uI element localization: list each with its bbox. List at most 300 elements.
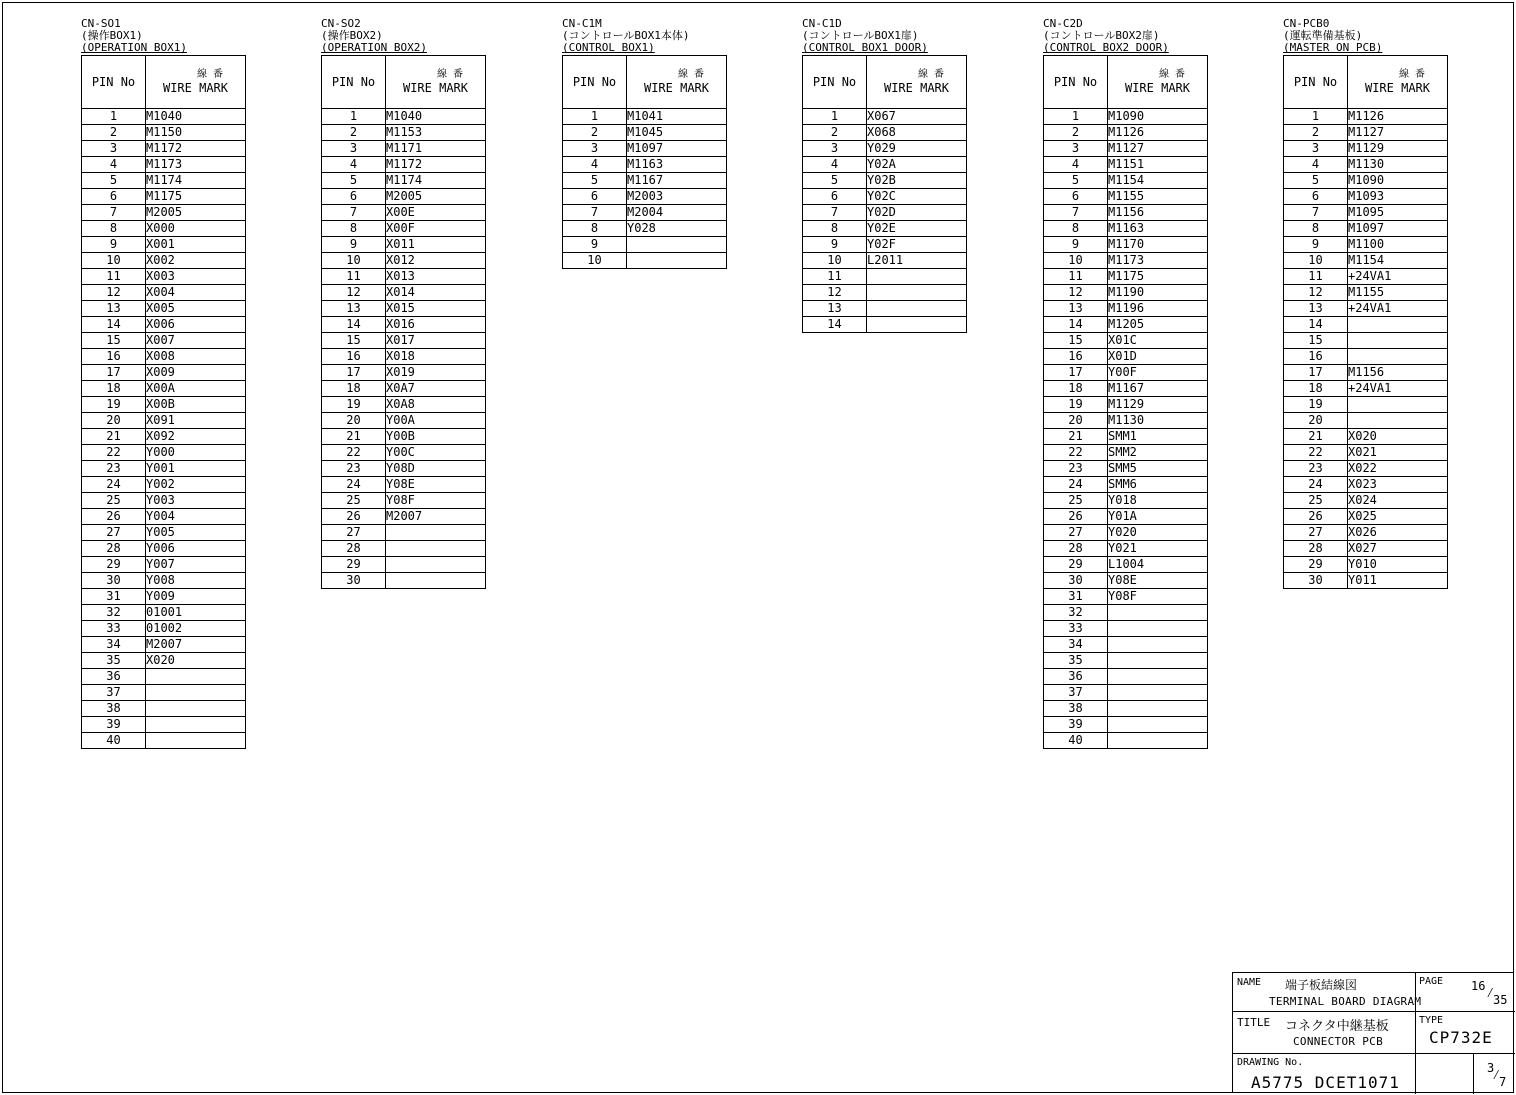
table-row [803, 125, 967, 141]
table-row [1044, 493, 1208, 509]
pin-number: 5 [563, 173, 627, 189]
wire-mark: M2007 [146, 637, 246, 653]
table-row [82, 477, 246, 493]
pin-number: 18 [1044, 381, 1108, 397]
connector-id: CN-C1D [802, 17, 842, 30]
pin-number: 24 [1044, 477, 1108, 493]
pin-number: 23 [1284, 461, 1348, 477]
wire-mark: X068 [867, 125, 967, 141]
pin-number: 37 [1044, 685, 1108, 701]
table-row [322, 157, 486, 173]
table-row [1044, 637, 1208, 653]
pin-table [321, 55, 486, 589]
table-row [563, 221, 727, 237]
wire-mark: X003 [146, 269, 246, 285]
table-row [1044, 285, 1208, 301]
wire-mark [1108, 621, 1208, 637]
wire-mark: M1130 [1348, 157, 1448, 173]
table-row [563, 141, 727, 157]
pin-number: 6 [1284, 189, 1348, 205]
pin-number: 14 [1044, 317, 1108, 333]
wire-mark: M1097 [627, 141, 727, 157]
wire-mark: 01002 [146, 621, 246, 637]
pin-number: 16 [1284, 349, 1348, 365]
wire-mark: M1129 [1108, 397, 1208, 413]
wire-mark: M1154 [1108, 173, 1208, 189]
table-row [322, 237, 486, 253]
wire-mark: Y009 [146, 589, 246, 605]
pin-number: 1 [1284, 109, 1348, 125]
pin-number: 23 [1044, 461, 1108, 477]
table-row [82, 557, 246, 573]
title-en: CONNECTOR PCB [1293, 1035, 1383, 1048]
pin-number: 13 [803, 301, 867, 317]
connector-id: CN-C2D [1043, 17, 1083, 30]
wire-mark-jp: 線 番 [196, 69, 223, 80]
pin-number: 20 [1284, 413, 1348, 429]
table-row [82, 621, 246, 637]
table-row [563, 125, 727, 141]
wire-mark: Y00A [386, 413, 486, 429]
connector-cn-so2 [321, 18, 486, 589]
pin-number: 12 [1284, 285, 1348, 301]
pin-number: 35 [82, 653, 146, 669]
table-row [1284, 301, 1448, 317]
table-row [1044, 653, 1208, 669]
wire-mark: M1154 [1348, 253, 1448, 269]
pin-number: 10 [803, 253, 867, 269]
pin-number: 7 [1284, 205, 1348, 221]
pin-table [802, 55, 967, 333]
connector-en-name: (OPERATION BOX2) [321, 41, 427, 54]
table-row [82, 173, 246, 189]
wire-mark [146, 669, 246, 685]
connector-header [1043, 18, 1208, 54]
pin-number: 12 [803, 285, 867, 301]
table-row [1044, 573, 1208, 589]
table-row [1284, 509, 1448, 525]
pin-number: 16 [1044, 349, 1108, 365]
pin-number: 6 [82, 189, 146, 205]
wire-mark: M2004 [627, 205, 727, 221]
pin-table [1043, 55, 1208, 749]
pin-number: 8 [563, 221, 627, 237]
table-row [322, 333, 486, 349]
wire-mark: M1172 [146, 141, 246, 157]
wire-mark: Y018 [1108, 493, 1208, 509]
wire-mark: Y004 [146, 509, 246, 525]
pin-number: 11 [1044, 269, 1108, 285]
table-row [1044, 221, 1208, 237]
table-row [82, 125, 246, 141]
wire-mark [146, 717, 246, 733]
table-row [1284, 237, 1448, 253]
connector-cn-pcb0 [1283, 18, 1448, 589]
pin-number: 6 [563, 189, 627, 205]
pin-number: 2 [1284, 125, 1348, 141]
wire-mark-header [627, 56, 727, 109]
pin-number: 27 [1284, 525, 1348, 541]
wire-mark: M1090 [1348, 173, 1448, 189]
wire-mark: Y08F [386, 493, 486, 509]
table-row [322, 557, 486, 573]
wire-mark [867, 269, 967, 285]
page-slash: ⁄ [1486, 985, 1495, 1001]
wire-mark: M1155 [1348, 285, 1448, 301]
table-row [1284, 541, 1448, 557]
table-row [563, 109, 727, 125]
table-row [322, 189, 486, 205]
table-row [1044, 429, 1208, 445]
pin-number: 34 [1044, 637, 1108, 653]
table-row [1044, 157, 1208, 173]
wire-mark [627, 237, 727, 253]
table-row [82, 381, 246, 397]
wire-mark: Y08E [1108, 573, 1208, 589]
wire-mark: Y08D [386, 461, 486, 477]
table-row [803, 253, 967, 269]
wire-mark-header [146, 56, 246, 109]
pin-number: 1 [563, 109, 627, 125]
wire-mark-jp: 線 番 [917, 69, 944, 80]
table-row [82, 653, 246, 669]
title-block [1232, 972, 1514, 1093]
wire-mark: Y02C [867, 189, 967, 205]
pin-number: 39 [82, 717, 146, 733]
pin-number: 31 [82, 589, 146, 605]
wire-mark: SMM6 [1108, 477, 1208, 493]
table-row [1044, 173, 1208, 189]
name-en: TERMINAL BOARD DIAGRAM [1269, 995, 1422, 1008]
pin-number: 21 [82, 429, 146, 445]
type-label: TYPE [1419, 1015, 1444, 1026]
wire-mark: X021 [1348, 445, 1448, 461]
connector-jp-name: (運転準備基板) [1283, 29, 1363, 42]
connector-jp-name: (操作BOX1) [81, 29, 143, 42]
pin-number: 25 [322, 493, 386, 509]
tb-hline-1 [1233, 1011, 1515, 1012]
table-row [82, 525, 246, 541]
pin-number: 32 [1044, 605, 1108, 621]
wire-mark: Y010 [1348, 557, 1448, 573]
pin-number: 16 [82, 349, 146, 365]
pin-number: 13 [1044, 301, 1108, 317]
table-row [1044, 445, 1208, 461]
wire-mark: X01D [1108, 349, 1208, 365]
table-row [82, 717, 246, 733]
wire-mark: SMM5 [1108, 461, 1208, 477]
wire-mark-header [1108, 56, 1208, 109]
table-row [322, 397, 486, 413]
pin-number: 4 [563, 157, 627, 173]
pin-number: 9 [82, 237, 146, 253]
wire-mark: X002 [146, 253, 246, 269]
wire-mark: X025 [1348, 509, 1448, 525]
table-row [82, 701, 246, 717]
wire-mark [1348, 413, 1448, 429]
table-row [1044, 349, 1208, 365]
pin-number: 17 [82, 365, 146, 381]
table-row [82, 365, 246, 381]
wire-mark: X006 [146, 317, 246, 333]
type-value: CP732E [1429, 1028, 1493, 1047]
wire-mark-jp: 線 番 [677, 69, 704, 80]
wire-mark: M1167 [1108, 381, 1208, 397]
table-row [1284, 205, 1448, 221]
wire-mark [1108, 733, 1208, 749]
pin-number: 14 [82, 317, 146, 333]
table-row [82, 589, 246, 605]
wire-mark [1108, 637, 1208, 653]
table-row [1044, 509, 1208, 525]
connector-id: CN-SO2 [321, 17, 361, 30]
table-row [322, 125, 486, 141]
table-row [563, 253, 727, 269]
connector-jp-name: (コントロールBOX2扉) [1043, 29, 1160, 42]
table-row [1284, 525, 1448, 541]
wire-mark: X020 [1348, 429, 1448, 445]
pin-number: 25 [82, 493, 146, 509]
wire-mark-jp: 線 番 [1158, 69, 1185, 80]
pin-number: 9 [1044, 237, 1108, 253]
wire-mark: X027 [1348, 541, 1448, 557]
pin-number: 22 [1044, 445, 1108, 461]
wire-mark [1108, 717, 1208, 733]
wire-mark [1108, 669, 1208, 685]
table-row [1044, 269, 1208, 285]
connector-en-name: (CONTROL BOX1 DOOR) [802, 41, 928, 54]
pin-number: 35 [1044, 653, 1108, 669]
connector-header [1283, 18, 1448, 54]
connector-en-name: (CONTROL BOX1) [562, 41, 655, 54]
pin-number: 27 [82, 525, 146, 541]
name-jp: 端子板結線図 [1285, 978, 1358, 992]
table-row [1284, 477, 1448, 493]
wire-mark: Y021 [1108, 541, 1208, 557]
table-row [322, 429, 486, 445]
table-row [1284, 317, 1448, 333]
pin-number: 30 [82, 573, 146, 589]
pin-no-header: PIN No [1284, 56, 1348, 109]
wire-mark: Y02B [867, 173, 967, 189]
connector-id: CN-PCB0 [1283, 17, 1330, 30]
pin-number: 24 [322, 477, 386, 493]
wire-mark: Y003 [146, 493, 246, 509]
table-row [563, 173, 727, 189]
connector-jp-name: (コントロールBOX1本体) [562, 29, 690, 42]
table-row [82, 333, 246, 349]
wire-mark-en: WIRE MARK [643, 81, 710, 95]
table-row [1044, 461, 1208, 477]
table-row [322, 205, 486, 221]
table-row [82, 237, 246, 253]
wire-mark: X00B [146, 397, 246, 413]
pin-number: 23 [82, 461, 146, 477]
pin-number: 3 [1044, 141, 1108, 157]
pin-number: 20 [322, 413, 386, 429]
wire-mark: 01001 [146, 605, 246, 621]
table-row [322, 461, 486, 477]
wire-mark: M1045 [627, 125, 727, 141]
pin-number: 3 [322, 141, 386, 157]
pin-number: 3 [1284, 141, 1348, 157]
wire-mark: M1163 [1108, 221, 1208, 237]
pin-number: 3 [82, 141, 146, 157]
wire-mark [1108, 653, 1208, 669]
wire-mark: X015 [386, 301, 486, 317]
connector-cn-c1m [562, 18, 727, 269]
wire-mark: Y02D [867, 205, 967, 221]
connector-header [321, 18, 486, 54]
table-row [1044, 317, 1208, 333]
wire-mark-en: WIRE MARK [162, 81, 229, 95]
pin-number: 31 [1044, 589, 1108, 605]
pin-number: 25 [1284, 493, 1348, 509]
table-row [322, 285, 486, 301]
table-row [563, 237, 727, 253]
table-row [803, 221, 967, 237]
table-row [82, 189, 246, 205]
table-row [322, 173, 486, 189]
table-row [1284, 125, 1448, 141]
wire-mark-jp: 線 番 [1398, 69, 1425, 80]
pin-table-header [82, 56, 246, 109]
pin-number: 26 [1044, 509, 1108, 525]
table-row [803, 189, 967, 205]
pin-number: 19 [82, 397, 146, 413]
pin-number: 13 [82, 301, 146, 317]
table-row [803, 205, 967, 221]
title-jp: コネクタ中継基板 [1285, 1019, 1389, 1034]
wire-mark: M1167 [627, 173, 727, 189]
connector-en-name: (MASTER ON PCB) [1283, 41, 1383, 54]
wire-mark: +24VA1 [1348, 301, 1448, 317]
pin-number: 20 [1044, 413, 1108, 429]
table-row [82, 397, 246, 413]
wire-mark: M1156 [1348, 365, 1448, 381]
wire-mark: M1156 [1108, 205, 1208, 221]
table-row [1284, 141, 1448, 157]
pin-number: 27 [322, 525, 386, 541]
table-row [322, 301, 486, 317]
wire-mark [1348, 333, 1448, 349]
wire-mark: +24VA1 [1348, 381, 1448, 397]
pin-number: 36 [1044, 669, 1108, 685]
wire-mark: Y029 [867, 141, 967, 157]
wire-mark: X013 [386, 269, 486, 285]
table-row [1044, 701, 1208, 717]
table-row [1044, 381, 1208, 397]
wire-mark: X092 [146, 429, 246, 445]
drawing-label: DRAWING No. [1237, 1057, 1304, 1068]
table-row [1044, 685, 1208, 701]
pin-number: 19 [1044, 397, 1108, 413]
wire-mark: M1095 [1348, 205, 1448, 221]
pin-table-header [1044, 56, 1208, 109]
pin-number: 4 [1044, 157, 1108, 173]
pin-number: 10 [82, 253, 146, 269]
pin-number: 26 [82, 509, 146, 525]
wire-mark: Y001 [146, 461, 246, 477]
table-row [803, 109, 967, 125]
table-row [322, 269, 486, 285]
wire-mark: X023 [1348, 477, 1448, 493]
wire-mark-en: WIRE MARK [883, 81, 950, 95]
wire-mark: Y000 [146, 445, 246, 461]
wire-mark: X022 [1348, 461, 1448, 477]
table-row [82, 605, 246, 621]
wire-mark: M1170 [1108, 237, 1208, 253]
wire-mark: X000 [146, 221, 246, 237]
pin-number: 21 [322, 429, 386, 445]
pin-number: 6 [803, 189, 867, 205]
wire-mark [146, 733, 246, 749]
table-row [82, 349, 246, 365]
wire-mark [1108, 701, 1208, 717]
wire-mark: Y002 [146, 477, 246, 493]
pin-table-header [803, 56, 967, 109]
pin-number: 15 [82, 333, 146, 349]
wire-mark: M1040 [146, 109, 246, 125]
pin-number: 1 [1044, 109, 1108, 125]
table-row [322, 525, 486, 541]
pin-number: 17 [1284, 365, 1348, 381]
wire-mark: X067 [867, 109, 967, 125]
connector-en-name: (OPERATION BOX1) [81, 41, 187, 54]
wire-mark: Y08E [386, 477, 486, 493]
sheet-total: 7 [1499, 1075, 1507, 1089]
pin-number: 5 [1284, 173, 1348, 189]
pin-number: 12 [1044, 285, 1108, 301]
wire-mark: Y011 [1348, 573, 1448, 589]
pin-number: 8 [322, 221, 386, 237]
wire-mark: M1173 [1108, 253, 1208, 269]
table-row [322, 477, 486, 493]
wire-mark [1348, 397, 1448, 413]
table-row [82, 445, 246, 461]
wire-mark: M2007 [386, 509, 486, 525]
pin-number: 10 [1044, 253, 1108, 269]
pin-number: 19 [322, 397, 386, 413]
pin-number: 30 [1284, 573, 1348, 589]
pin-number: 1 [322, 109, 386, 125]
pin-number: 8 [82, 221, 146, 237]
pin-number: 5 [82, 173, 146, 189]
table-row [322, 445, 486, 461]
wire-mark-en: WIRE MARK [402, 81, 469, 95]
pin-table [1283, 55, 1448, 589]
wire-mark: SMM1 [1108, 429, 1208, 445]
wire-mark: X024 [1348, 493, 1448, 509]
table-row [1044, 413, 1208, 429]
pin-number: 3 [563, 141, 627, 157]
table-row [803, 141, 967, 157]
wire-mark: X019 [386, 365, 486, 381]
table-row [1044, 541, 1208, 557]
table-row [322, 573, 486, 589]
table-row [1044, 397, 1208, 413]
table-row [322, 221, 486, 237]
pin-number: 2 [803, 125, 867, 141]
pin-number: 10 [563, 253, 627, 269]
table-row [1284, 493, 1448, 509]
wire-mark: X007 [146, 333, 246, 349]
pin-number: 2 [563, 125, 627, 141]
table-row [82, 509, 246, 525]
wire-mark: Y007 [146, 557, 246, 573]
table-row [1044, 237, 1208, 253]
tb-vline-1 [1415, 973, 1416, 1094]
